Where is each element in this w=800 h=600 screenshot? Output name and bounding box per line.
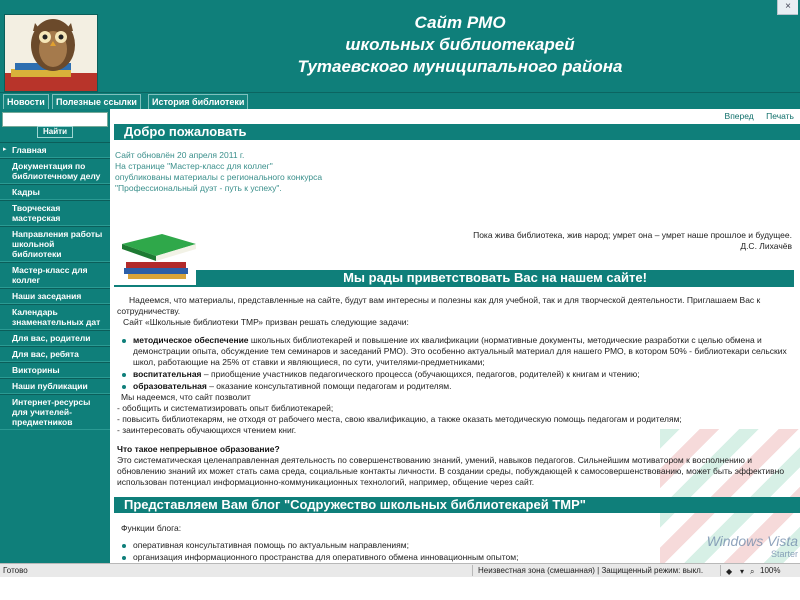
sidebar-item-label: Документация по библиотечному делу	[12, 161, 101, 181]
sidebar-item-label: Календарь знаменательных дат	[12, 307, 101, 327]
hope-line: Мы надеемся, что сайт позволит	[121, 392, 251, 402]
site-title	[250, 12, 670, 78]
tab-useful-links[interactable]: Полезные ссылки	[52, 94, 141, 110]
blog-functions	[117, 523, 787, 563]
bottom-strip	[0, 577, 800, 600]
sidebar-item-staff[interactable]	[0, 184, 110, 200]
sidebar-item-quizzes[interactable]	[0, 362, 110, 378]
watermark-line1: Windows Vista	[706, 533, 798, 549]
sidebar-item-label: Викторины	[12, 365, 60, 375]
sidebar-item-directions[interactable]	[0, 226, 110, 262]
print-link[interactable]: Печать	[766, 111, 794, 121]
close-icon: ×	[785, 1, 791, 12]
blog-functions-title: Функции блога:	[121, 523, 182, 533]
sidebar-item-master-class[interactable]	[0, 262, 110, 288]
intro-text	[117, 295, 787, 328]
task-title: образовательная	[133, 381, 207, 391]
main-content	[110, 109, 800, 563]
windows-watermark	[707, 533, 798, 559]
chevron-down-icon[interactable]: ▾	[740, 567, 745, 576]
sidebar-item-meetings[interactable]	[0, 288, 110, 304]
sidebar-item-label: Кадры	[12, 187, 40, 197]
sidebar-item-parents[interactable]	[0, 330, 110, 346]
greeting-banner: Мы рады приветствовать Вас на нашем сайте!	[196, 270, 794, 286]
sidebar-item-label: Наши публикации	[12, 381, 88, 391]
sidebar-item-label: Интернет-ресурсы для учителей-предметников	[12, 397, 91, 427]
books-icon	[118, 230, 198, 280]
search-input[interactable]	[2, 112, 108, 127]
sidebar	[0, 109, 110, 563]
search-button[interactable]: Найти	[37, 126, 73, 138]
status-divider	[472, 565, 473, 576]
quote-block	[432, 230, 792, 252]
arrow-right-icon: ▸	[3, 146, 7, 153]
hopes-text	[117, 392, 787, 436]
owl-logo	[4, 14, 98, 92]
magnifier-icon[interactable]: ⌕	[750, 567, 755, 576]
list-item: оперативная консультативная помощь по актуальным направлениям;	[117, 540, 787, 551]
hope-line: - обобщить и систематизировать опыт библиотекарей;	[117, 403, 334, 413]
sidebar-item-calendar[interactable]	[0, 304, 110, 330]
list-item	[117, 335, 787, 368]
sidebar-item-home[interactable]	[0, 142, 110, 158]
task-title: воспитательная	[133, 369, 202, 379]
intro-paragraph: Надеемся, что материалы, представленные на сайте, будут вам интересны и полезны как для учебной, так и для творческой деятельности. Приглашаем Вас к сотрудничеству.	[117, 295, 761, 316]
sidebar-item-label: Направления работы школьной библиотеки	[12, 229, 103, 259]
sidebar-nav	[0, 142, 110, 430]
sidebar-item-label: Главная	[12, 145, 47, 155]
list-item: организация информационного пространства для оперативного обмена инновационным опытом;	[117, 552, 787, 563]
site-title-line1: Сайт РМО	[414, 13, 506, 32]
zoom-level[interactable]: 100%	[760, 566, 781, 575]
sidebar-item-label: Творческая мастерская	[12, 203, 61, 223]
sidebar-item-kids[interactable]	[0, 346, 110, 362]
question-heading: Что такое непрерывное образование?	[117, 444, 280, 454]
status-text: Готово	[3, 566, 28, 575]
task-text: – оказание консультативной помощи педагогам и родителям.	[206, 381, 452, 391]
hope-line: - заинтересовать обучающихся чтением книг.	[117, 425, 297, 435]
site-title-line3: Тутаевского муниципального района	[297, 57, 623, 76]
sidebar-item-publications[interactable]	[0, 378, 110, 394]
task-text: школьных библиотекарей и повышение их квалификации (нормативные документы, методические разработки с целью обмена и демонстрации опыта, обсуждение тем семинаров и заседаний РМО). Это особенно актуальный материал для нашего РМО, в котором 50% - библиотекари сельских школ, работающие на 25% от ставки и являющиеся, по сути, учителями-предметниками;	[133, 335, 787, 367]
sidebar-item-workshop[interactable]	[0, 200, 110, 226]
site-title-line2: школьных библиотекарей	[345, 35, 575, 54]
close-window-button[interactable]	[777, 0, 798, 15]
sidebar-item-documentation[interactable]	[0, 158, 110, 184]
update-line: Сайт обновлён 20 апреля 2011 г.	[115, 150, 245, 160]
top-tabs	[0, 92, 800, 110]
task-text: – приобщение участников педагогического процесса (обучающихся, педагогов, родителей) к книгам и чтению;	[201, 369, 640, 379]
continuous-education	[117, 444, 787, 488]
sidebar-item-label: Для вас, ребята	[12, 349, 79, 359]
intro-paragraph: Сайт «Школьные библиотеки ТМР» призван решать следующие задачи:	[123, 317, 409, 327]
update-notice	[115, 150, 405, 194]
list-item	[117, 369, 787, 380]
update-line: "Профессиональный дуэт - путь к успеху".	[115, 183, 282, 193]
quote-author: Д.С. Лихачёв	[740, 241, 792, 251]
welcome-banner: Добро пожаловать	[114, 124, 800, 140]
protected-mode-icon[interactable]: ◆	[726, 567, 733, 576]
blog-banner: Представляем Вам блог "Содружество школьных библиотекарей ТМР"	[114, 497, 800, 513]
hope-line: - повысить библиотекарям, не отходя от рабочего места, свою квалификацию, а также оказать методическую помощь педагогам и родителям;	[117, 414, 682, 424]
tasks-list	[117, 335, 787, 393]
sidebar-item-label: Мастер-класс для коллег	[12, 265, 88, 285]
page-actions	[715, 111, 794, 121]
divider	[114, 285, 794, 287]
security-zone[interactable]: Неизвестная зона (смешанная) | Защищенный режим: выкл.	[478, 566, 704, 575]
tab-news[interactable]: Новости	[3, 94, 49, 110]
sidebar-item-label: Наши заседания	[12, 291, 82, 301]
update-line: опубликованы материалы с регионального конкурса	[115, 172, 323, 182]
sidebar-item-internet-resources[interactable]	[0, 394, 110, 430]
sidebar-item-label: Для вас, родители	[12, 333, 91, 343]
tab-library-history[interactable]: История библиотеки	[148, 94, 248, 110]
list-item	[117, 381, 787, 392]
watermark-line2: Starter	[770, 549, 798, 559]
status-bar	[0, 563, 800, 577]
answer-text: Это систематическая целенаправленная деятельность по совершенствованию знаний, умений, навыков педагогов. Сильнейшим мотиватором к восполнению и обновлению знаний их может стать сама среда, социальные контакты личности. В создании среды, побуждающей к самосовершенствованию, может быть эффективно использован потенциал информационно-коммуникационных технологий, например, общение через сайт.	[117, 455, 785, 487]
forward-link[interactable]: Вперед	[724, 111, 754, 121]
update-line[interactable]: На странице "Мастер-класс для коллег"	[115, 161, 273, 171]
task-title: методическое обеспечение	[133, 335, 249, 345]
quote-text: Пока жива библиотека, жив народ; умрет она – умрет наше прошлое и будущее.	[473, 230, 792, 240]
status-divider	[720, 565, 721, 576]
site-header	[0, 0, 800, 92]
